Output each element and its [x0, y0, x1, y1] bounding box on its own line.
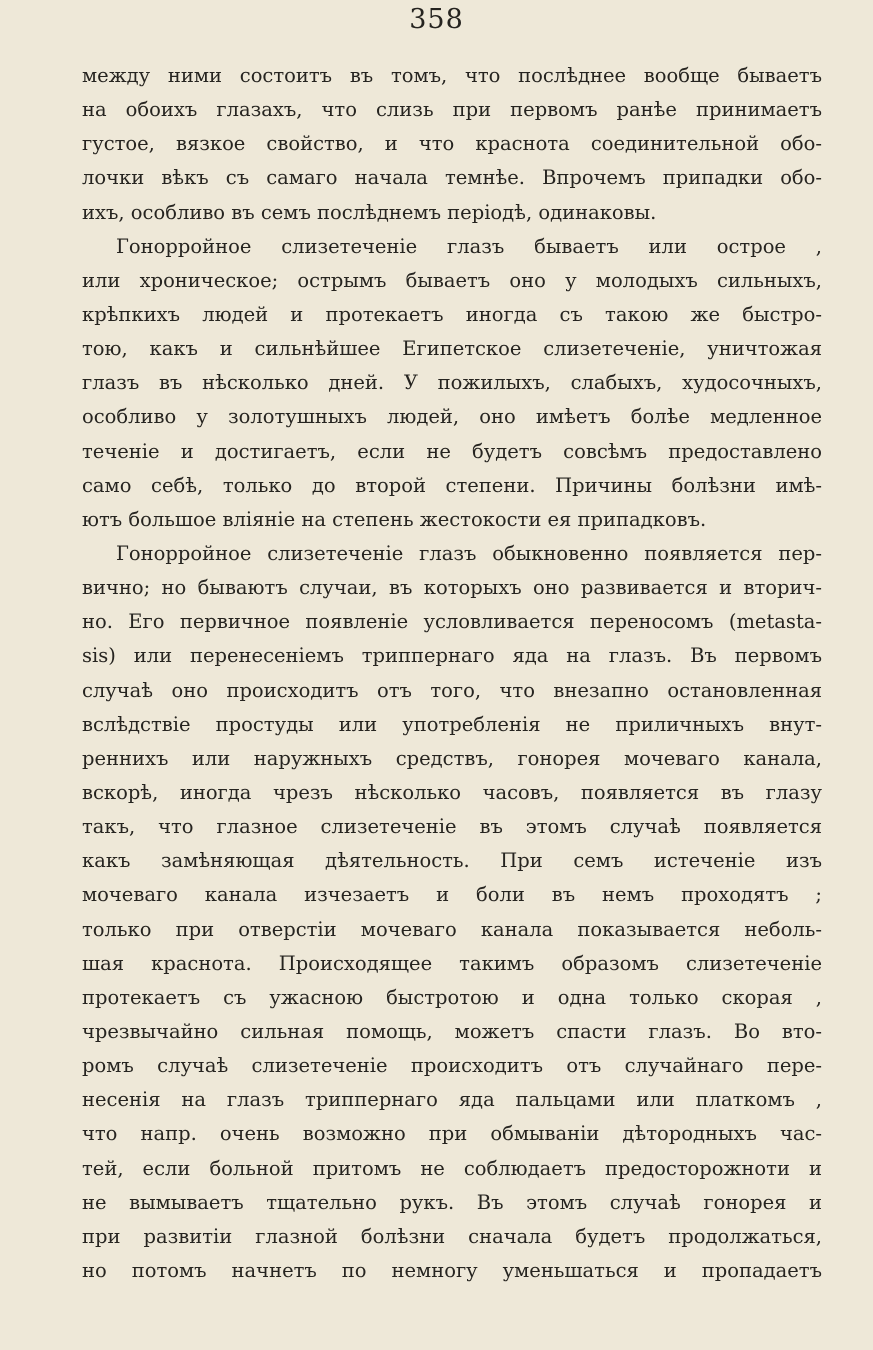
text-line: густое, вязкое свойство, и что краснота соединительной обо-: [82, 132, 822, 156]
text-line: Гонорройное слизетеченіе глазъ бываетъ или острое ,: [116, 234, 822, 258]
text-line: реннихъ или наружныхъ средствъ, гонорея мочеваго канала,: [82, 746, 822, 770]
text-line: какъ замѣняющая дѣятельность. При семъ истеченіе изъ: [82, 849, 822, 873]
text-line: ихъ, особливо въ семъ послѣднемъ періодѣ, одинаковы.: [82, 200, 657, 224]
text-line: или хроническое; острымъ бываетъ оно у молодыхъ сильныхъ,: [82, 268, 822, 292]
text-line: крѣпкихъ людей и протекаетъ иногда съ такою же быстро-: [82, 302, 822, 326]
text-line: только при отверстіи мочеваго канала показывается неболь-: [82, 917, 822, 941]
text-line: такъ, что глазное слизетеченіе въ этомъ случаѣ появляется: [82, 815, 822, 839]
text-line: ромъ случаѣ слизетеченіе происходитъ отъ случайнаго пере-: [82, 1054, 822, 1078]
text-line: шая краснота. Происходящее такимъ образомъ слизетеченіе: [82, 951, 822, 975]
text-line: вслѣдствіе простуды или употребленія не приличныхъ внут-: [82, 712, 822, 736]
text-line: тою, какъ и сильнѣйшее Египетское слизетеченіе, уничтожая: [82, 337, 822, 361]
body-text: [82, 59, 822, 1288]
text-line: протекаетъ съ ужасною быстротою и одна только скорая ,: [82, 985, 822, 1009]
text-line: глазъ въ нѣсколько дней. У пожилыхъ, слабыхъ, худосочныхъ,: [82, 371, 822, 395]
text-line: случаѣ оно происходитъ отъ того, что внезапно остановленная: [82, 678, 822, 702]
text-line: само себѣ, только до второй степени. Причины болѣзни имѣ-: [82, 473, 822, 497]
text-line: лочки вѣкъ съ самаго начала темнѣе. Впрочемъ припадки обо-: [82, 166, 822, 190]
text-line: но. Его первичное появленіе условливается переносомъ (metasta-: [82, 610, 822, 634]
text-line: что напр. очень возможно при обмываніи дѣтородныхъ час-: [82, 1122, 822, 1146]
text-line: между ними состоитъ въ томъ, что послѣднее вообще бываетъ: [82, 64, 822, 87]
text-line: при развитіи глазной болѣзни сначала будетъ продолжаться,: [82, 1224, 822, 1248]
text-line: мочеваго канала изчезаетъ и боли въ немъ проходятъ ;: [82, 883, 822, 907]
text-line: несенія на глазъ триппернаго яда пальцами или платкомъ ,: [82, 1088, 822, 1112]
text-line: Гонорройное слизетеченіе глазъ обыкновенно появляется пер-: [116, 541, 822, 565]
text-line: на обоихъ глазахъ, что слизь при первомъ ранѣе принимаетъ: [82, 98, 822, 122]
text-line: вично; но бываютъ случаи, въ которыхъ оно развивается и вторич-: [82, 576, 822, 600]
text-line: тей, если больной притомъ не соблюдаетъ предосторожноти и: [82, 1156, 822, 1180]
text-line: не вымываетъ тщательно рукъ. Въ этомъ случаѣ гонорея и: [82, 1190, 822, 1214]
text-line: особливо у золотушныхъ людей, оно имѣетъ болѣе медленное: [82, 405, 822, 429]
text-line: чрезвычайно сильная помощь, можетъ спасти глазъ. Во вто-: [82, 1019, 822, 1043]
text-line: ютъ большое вліяніе на степень жестокости ея припадковъ.: [82, 507, 707, 531]
text-line: sis) или перенесеніемъ триппернаго яда на глазъ. Въ первомъ: [82, 644, 822, 668]
text-line: теченіе и достигаетъ, если не будетъ совсѣмъ предоставлено: [82, 439, 822, 463]
page-number: 358: [409, 4, 464, 35]
text-line: вскорѣ, иногда чрезъ нѣсколько часовъ, появляется въ глазу: [82, 780, 822, 804]
text-line: но потомъ начнетъ по немногу уменьшаться и пропадаетъ: [82, 1258, 822, 1282]
